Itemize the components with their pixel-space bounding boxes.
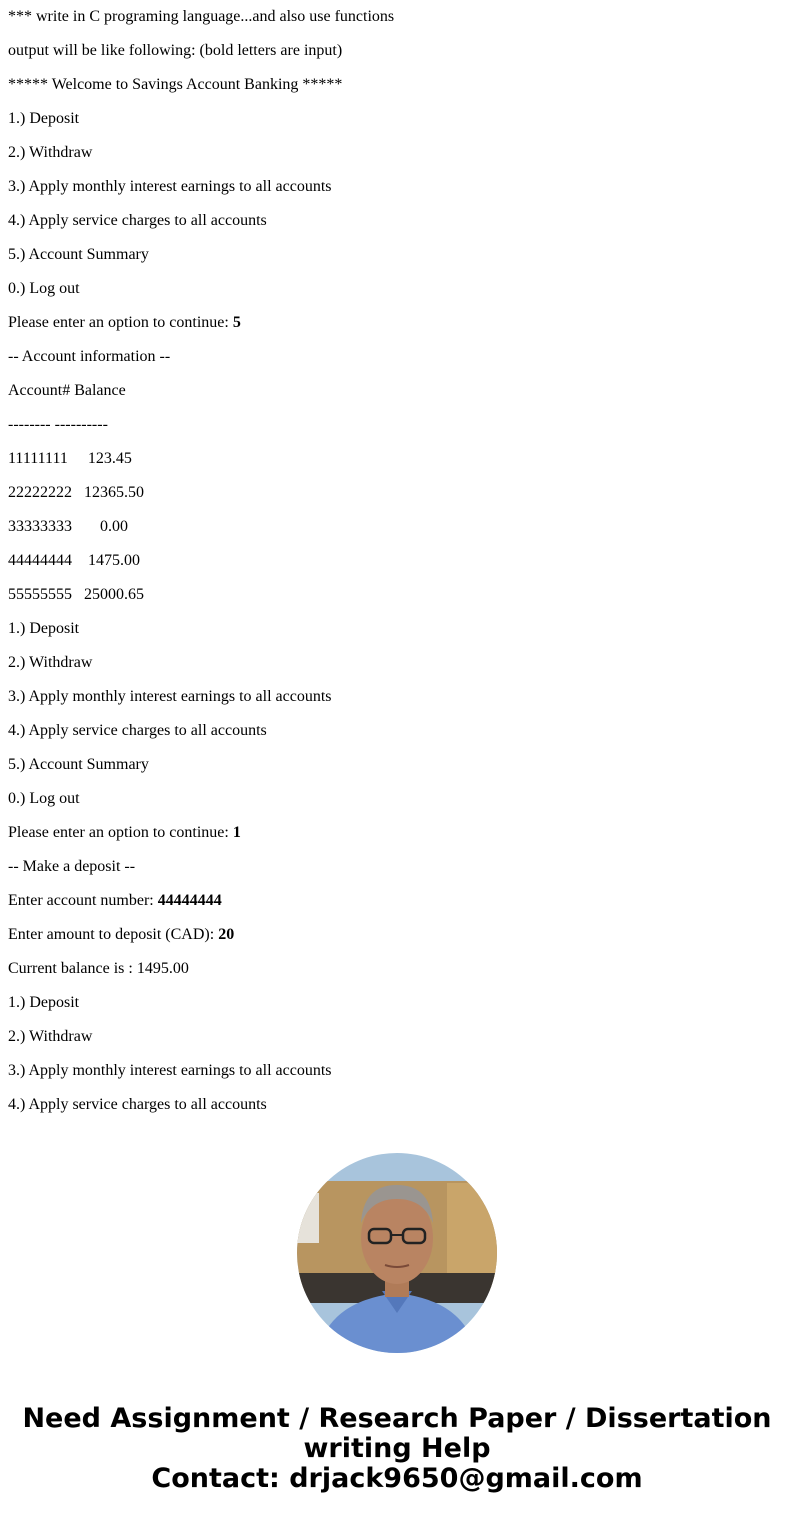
line-text: Enter amount to deposit (CAD): [8,926,219,943]
line-text: 3.) Apply monthly interest earnings to all accounts [8,688,332,705]
line-text: ***** Welcome to Savings Account Banking ***** [8,76,343,93]
text-line [8,858,135,876]
text-line [8,76,342,94]
line-text: Enter account number: [8,892,158,909]
text-line [8,484,144,502]
text-line [8,620,79,638]
text-line [8,110,79,128]
text-line [8,42,342,60]
line-text: -------- ---------- [8,416,108,433]
avatar [297,1153,497,1353]
line-text: 33333333 0.00 [8,518,128,535]
text-line [8,246,149,264]
text-line [8,926,234,944]
user-input: 20 [218,926,235,943]
line-text: Please enter an option to continue: [8,824,233,841]
text-line [8,586,144,604]
line-text: 1.) Deposit [8,620,80,637]
line-text: 3.) Apply monthly interest earnings to all accounts [8,1062,332,1079]
text-line [8,756,149,774]
text-line [8,314,241,332]
line-text: 1.) Deposit [8,110,80,127]
line-text: 5.) Account Summary [8,756,149,773]
line-text: 2.) Withdraw [8,144,93,161]
person-photo-icon [297,1153,497,1353]
promo-line-1: Need Assignment / Research Paper / Dissertation [22,1403,772,1434]
line-text: 3.) Apply monthly interest earnings to all accounts [8,178,332,195]
text-line [8,144,92,162]
line-text: 55555555 25000.65 [8,586,144,603]
text-line [8,1096,267,1114]
line-text: output will be like following: (bold letters are input) [8,42,343,59]
promo-line-2: writing Help [303,1433,491,1464]
line-text: 2.) Withdraw [8,1028,93,1045]
promo-banner [0,1404,794,1494]
text-line [8,518,128,536]
text-line [8,212,267,230]
line-text: 44444444 1475.00 [8,552,140,569]
text-line [8,994,79,1012]
text-line [8,722,267,740]
line-text: 4.) Apply service charges to all accounts [8,722,267,739]
line-text: *** write in C programing language...and also use functions [8,8,395,25]
text-line [8,654,92,672]
promo-contact: Contact: drjack9650@gmail.com [151,1463,643,1494]
text-line [8,824,241,842]
text-line [8,892,222,910]
line-text: 5.) Account Summary [8,246,149,263]
line-text: -- Make a deposit -- [8,858,136,875]
text-line [8,8,394,26]
line-text: -- Account information -- [8,348,171,365]
user-input: 1 [232,824,241,841]
line-text: 4.) Apply service charges to all accounts [8,212,267,229]
user-input: 5 [232,314,241,331]
text-line [8,416,108,434]
text-line [8,552,140,570]
line-text: Please enter an option to continue: [8,314,233,331]
text-line [8,1028,92,1046]
text-line [8,280,80,298]
text-line [8,450,132,468]
line-text: 0.) Log out [8,280,80,297]
line-text: 4.) Apply service charges to all accounts [8,1096,267,1113]
text-line [8,382,126,400]
user-input: 44444444 [157,892,222,909]
text-line [8,1062,332,1080]
line-text: 2.) Withdraw [8,654,93,671]
line-text: 11111111 123.45 [8,450,132,467]
line-text: 22222222 12365.50 [8,484,144,501]
line-text: 1.) Deposit [8,994,80,1011]
text-line [8,790,80,808]
text-line [8,178,332,196]
text-line [8,960,189,978]
line-text: 0.) Log out [8,790,80,807]
line-text: Current balance is : 1495.00 [8,960,189,977]
text-line [8,688,332,706]
text-line [8,348,170,366]
line-text: Account# Balance [8,382,126,399]
